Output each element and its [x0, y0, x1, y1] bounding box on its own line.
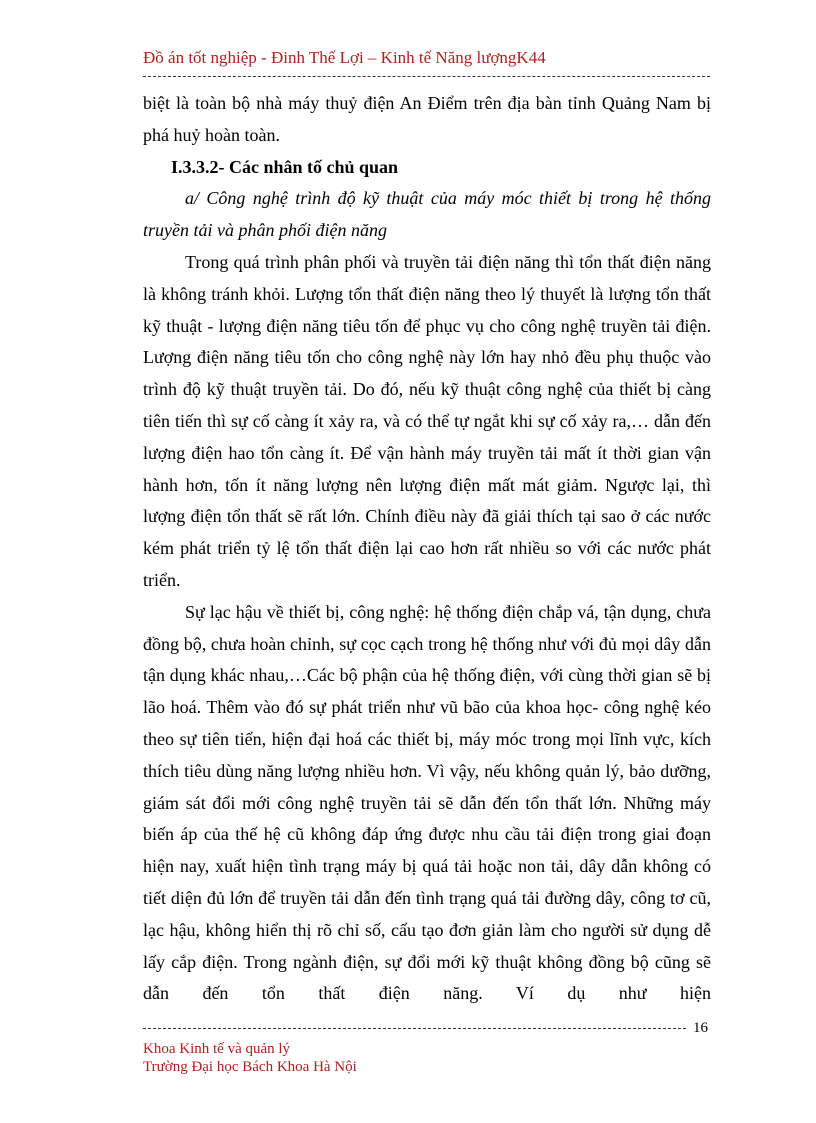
document-body	[143, 88, 711, 1010]
footer-faculty: Khoa Kinh tế và quản lý	[143, 1041, 291, 1057]
page-number: 16	[693, 1020, 708, 1036]
header-divider	[143, 76, 710, 77]
header-title: Đồ án tốt nghiệp - Đinh Thế Lợi – Kinh tế Năng lượngK44	[143, 48, 546, 67]
footer-university: Trường Đại học Bách Khoa Hà Nội	[143, 1059, 357, 1075]
footer-divider	[143, 1028, 686, 1029]
continuation-paragraph: biệt là toàn bộ nhà máy thuỷ điện An Điểm trên địa bàn tỉnh Quảng Nam bị phá huỷ hoàn toàn.	[143, 93, 711, 145]
paragraph-2: Sự lạc hậu về thiết bị, công nghệ: hệ thống điện chắp vá, tận dụng, chưa đồng bộ, chưa hoàn chỉnh, sự cọc cạch trong hệ thống như với đủ mọi dây dẫn tận dụng khác nhau,…Các bộ phận của hệ thống điện, với cùng thời gian sẽ bị lão hoá. Thêm vào đó sự phát triển như vũ bão của khoa học- công nghệ kéo theo sự tiên tiến, hiện đại hoá các thiết bị, máy móc trong mọi lĩnh vực, kích thích tiêu dùng năng lượng nhiều hơn. Vì vậy, nếu không quản lý, bảo dưỡng, giám sát đổi mới công nghệ truyền tải sẽ dẫn đến tổn thất lớn. Những máy biến áp của thế hệ cũ không đáp ứng được nhu cầu tải điện trong giai đoạn hiện nay, xuất hiện tình trạng máy bị quá tải hoặc non tải, dây dẫn không có tiết diện đủ lớn để truyền tải dẫn đến tình trạng quá tải đường dây, công tơ cũ, lạc hậu, không hiển thị rõ chỉ số, cấu tạo đơn giản làm cho người sử dụng dễ lấy cắp điện. Trong ngành điện, sự đổi mới kỹ thuật không đồng bộ cũng sẽ dẫn đến tổn thất điện năng. Ví dụ như hiện	[143, 601, 711, 1004]
subheading: a/ Công nghệ trình độ kỹ thuật của máy móc thiết bị trong hệ thống truyền tải và phân phối điện năng	[143, 188, 711, 241]
section-heading: I.3.3.2- Các nhân tố chủ quan	[171, 156, 399, 177]
paragraph-1: Trong quá trình phân phối và truyền tải điện năng thì tổn thất điện năng là không tránh khỏi. Lượng tổn thất điện năng theo lý thuyết là lượng tổn thất kỹ thuật - lượng điện năng tiêu tốn để phục vụ cho công nghệ truyền tải điện. Lượng điện năng tiêu tốn cho công nghệ này lớn hay nhỏ đều phụ thuộc vào trình độ kỹ thuật truyền tải. Do đó, nếu kỹ thuật công nghệ của thiết bị càng tiên tiến thì sự cố càng ít xảy ra, và có thể tự ngắt khi sự cố xảy ra,… dẫn đến lượng điện hao tổn càng ít. Để vận hành máy truyền tải mất ít thời gian vận hành hơn, tốn ít năng lượng nên lượng điện mất mát giảm. Ngược lại, thì lượng điện tổn thất sẽ rất lớn. Chính điều này đã giải thích tại sao ở các nước kém phát triển tỷ lệ tổn thất điện lại cao hơn rất nhiều so với các nước phát triển.	[143, 251, 711, 590]
